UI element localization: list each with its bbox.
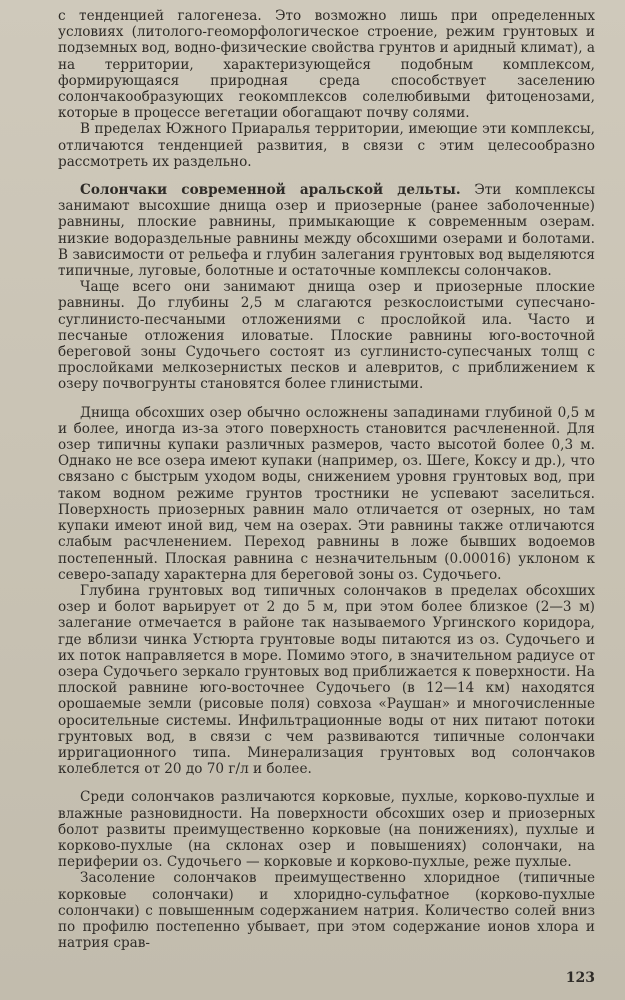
- paragraph-3: [58, 182, 595, 279]
- paragraph-8: Засоление солончаков преимущественно хлоридное (типичные корковые солончаки) и хлоридно-сульфатное (корково-пухлые солончаки) с повышенным содержанием натрия. Количество солей вниз по профилю постепенно убывает, при этом содержание ионов хлора и натрия срав-: [58, 870, 595, 952]
- page-body-text: [58, 8, 595, 951]
- paragraph-3-text: Эти комплексы занимают высохшие днища озер и приозерные (ранее заболоченные) равнины, плоские равнины, примыкающие к современным озерам. низкие водораздельные равнины между обсохшими озерами и болотами. В зависимости от рельефа и глубин залегания грунтовых вод выделяются типичные, луговые, болотные и остаточные комплексы солончаков.: [58, 182, 596, 280]
- paragraph-4: Чаще всего они занимают днища озер и приозерные плоские равнины. До глубины 2,5 м слагаются резкослоистыми супесчано-суглинисто-песчаными отложениями с прослойкой ила. Часто и песчаные отложения иловатые. Плоские равнины юго-восточной береговой зоны Судочьего состоят из суглинисто-супесчаных толщ с прослойками мелкозернистых песков и алевритов, с приближением к озеру почвогрунты становятся более глинистыми.: [58, 279, 595, 393]
- page-number: 123: [565, 970, 595, 986]
- paragraph-2: В пределах Южного Приаралья территории, имеющие эти комплексы, отличаются тенденцией развития, в связи с этим целесообразно рассмотреть их раздельно.: [58, 121, 595, 170]
- paragraph-5: Днища обсохших озер обычно осложнены западинами глубиной 0,5 м и более, иногда из-за этого поверхность становится расчлененной. Для озер типичны купаки различных размеров, часто высотой более 0,3 м. Однако не все озера имеют купаки (например, оз. Шеге, Коксу и др.), что связано с быстрым уходом воды, снижением уровня грунтовых вод, при таком водном режиме грунтов тростники не успевают заселиться. Поверхность приозерных равнин мало отличается от озерных, но там купаки имеют иной вид, чем на озерах. Эти равнины также отличаются слабым расчленением. Переход равнины в ложе бывших водоемов постепенный. Плоская равнина с незначительным (0.00016) уклоном к северо-западу характерна для береговой зоны оз. Судочьего.: [58, 404, 595, 583]
- paragraph-1: с тенденцией галогенеза. Это возможно лишь при определенных условиях (литолого-геоморфологическое строение, режим грунтовых и подземных вод, водно-физические свойства грунтов и аридный климат), а на территории, характеризующейся подобным комплексом, формирующаяся природная среда способствует заселению солончакообразующих геокомплексов солелюбивыми фитоценозами, которые в процессе вегетации обогащают почву солями.: [58, 8, 595, 122]
- paragraph-7: Среди солончаков различаются корковые, пухлые, корково-пухлые и влажные разновидности. На поверхности обсохших озер и приозерных болот развиты преимущественно корковые (на понижениях), пухлые и корково-пухлые (на склонах озер и повышениях) солончаки, на периферии оз. Судочьего — корковые и корково-пухлые, реже пухлые.: [58, 789, 595, 871]
- section-heading: Солончаки современной аральской дельты.: [80, 182, 461, 199]
- paragraph-6: Глубина грунтовых вод типичных солончаков в пределах обсохших озер и болот варьирует от 2 до 5 м, при этом более близкое (2—3 м) залегание отмечается в районе так называемого Ургинского коридора, где вблизи чинка Устюрта грунтовые воды питаются из оз. Судочьего и их поток направляется в море. Помимо этого, в значительном радиусе от озера Судочьего зеркало грунтовых вод приближается к поверхности. На плоской равнине юго-восточнее Судочьего (в 12—14 км) находятся орошаемые земли (рисовые поля) совхоза «Раушан» и многочисленные оросительные системы. Инфильтрационные воды от них питают потоки грунтовых вод, в связи с чем развиваются типичные солончаки ирригационного типа. Минерализация грунтовых вод солончаков колеблется от 20 до 70 г/л и более.: [58, 582, 595, 778]
